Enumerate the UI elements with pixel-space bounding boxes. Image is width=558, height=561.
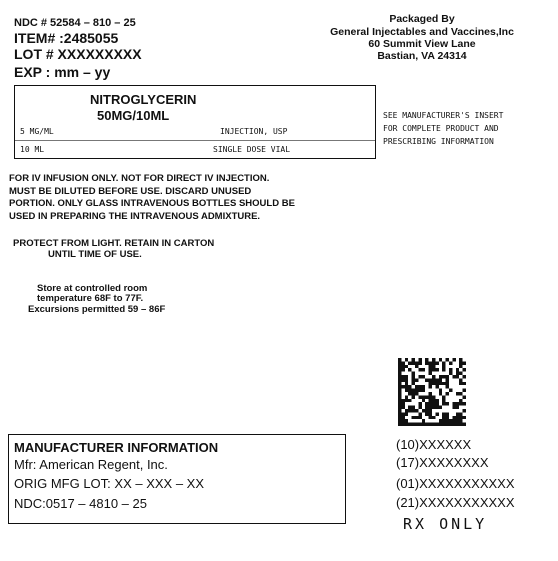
insert-note-line: FOR COMPLETE PRODUCT AND [383,124,499,133]
product-name: NITROGLYCERIN [90,92,197,107]
manufacturer-heading: MANUFACTURER INFORMATION [14,440,219,455]
gs1-expiry: (17)XXXXXXXX [396,455,489,470]
manufacturer-ndc: NDC:0517 – 4810 – 25 [14,496,147,511]
gs1-gtin: (01)XXXXXXXXXXX [396,476,515,491]
storage-line: Store at controlled room [37,283,148,294]
manufacturer-name: Mfr: American Regent, Inc. [14,457,168,472]
packager-name: General Injectables and Vaccines,Inc [330,26,514,38]
product-route: INJECTION, USP [220,127,288,136]
packaged-by-label: Packaged By [389,13,455,25]
insert-note-line: PRESCRIBING INFORMATION [383,137,494,146]
rx-only-label: RX ONLY [403,515,488,533]
protect-line: UNTIL TIME OF USE. [48,249,142,260]
original-mfg-lot: ORIG MFG LOT: XX – XXX – XX [14,476,204,491]
gs1-batch: (10)XXXXXX [396,437,472,452]
datamatrix-barcode-icon [398,358,466,426]
warning-line: PORTION. ONLY GLASS INTRAVENOUS BOTTLES SHOULD BE [9,198,295,209]
warning-line: MUST BE DILUTED BEFORE USE. DISCARD UNUSED [9,186,252,197]
warning-line: USED IN PREPARING THE INTRAVENOUS ADMIXTURE. [9,211,261,222]
item-number: ITEM# :2485055 [14,30,119,46]
storage-line: temperature 68F to 77F. [37,293,144,304]
packager-city: Bastian, VA 24314 [377,50,467,62]
product-box-divider [15,140,375,141]
warning-line: FOR IV INFUSION ONLY. NOT FOR DIRECT IV INJECTION. [9,173,270,184]
product-vial-type: SINGLE DOSE VIAL [213,145,291,154]
gs1-serial: (21)XXXXXXXXXXX [396,495,515,510]
packager-street: 60 Summit View Lane [368,38,476,50]
insert-note-line: SEE MANUFACTURER'S INSERT [383,111,504,120]
product-volume: 10 ML [20,145,45,154]
product-strength: 50MG/10ML [97,108,170,123]
product-concentration: 5 MG/ML [20,127,54,136]
protect-line: PROTECT FROM LIGHT. RETAIN IN CARTON [13,238,215,249]
expiration-date: EXP : mm – yy [14,64,111,80]
ndc-number: NDC # 52584 – 810 – 25 [14,17,136,29]
storage-line: Excursions permitted 59 – 86F [28,304,166,315]
lot-number: LOT # XXXXXXXXX [14,46,142,62]
